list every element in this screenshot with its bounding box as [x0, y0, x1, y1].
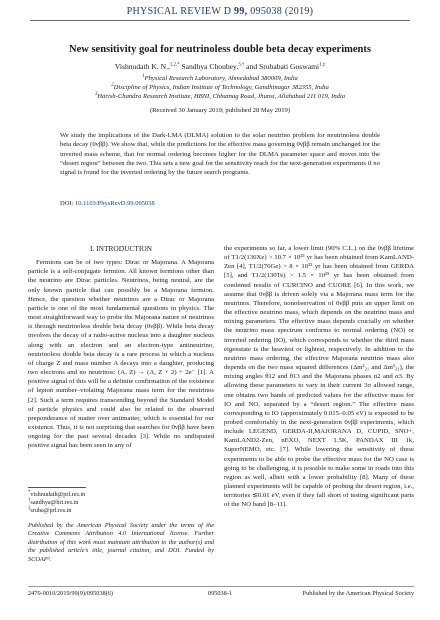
journal-name: PHYSICAL REVIEW D	[126, 6, 232, 17]
affiliation	[20, 75, 420, 82]
affiliation-text: Harish-Chandra Research Institute, HBNI, Chhatnag Road, Jhunsi, Allahabad 211 019, India	[97, 93, 346, 100]
footnote	[28, 491, 214, 499]
abstract: We study the implications of the Dark-LMA (DLMA) solution to the solar neutrino problem for neutrinoless double beta decay (0νββ). We show that, while the predictions for the effective mass governing 0νββ remain unchanged for the inverted mass scheme, that for normal ordering becomes higher for the DLMA parameter space and moves into the “desert region” between the two. This sets a new goal for the sensitivity reach for the next-generation experiments if no signal is found for the inverted ordering by the future search programs.	[60, 132, 380, 177]
article-number: 095038 (2019)	[250, 6, 314, 17]
affiliation-text: Discipline of Physics, Indian Institute of Technology, Gandhinagar 382355, India	[113, 84, 329, 91]
doi-label: DOI:	[60, 200, 74, 207]
left-column	[28, 244, 214, 450]
footer-rule	[28, 586, 414, 587]
author-sup: 1,‡	[319, 62, 326, 68]
affiliation-text: Physical Research Laboratory, Ahmedabad 380009, India	[144, 75, 298, 82]
paper-title: New sensitivity goal for neutrinoless double beta decay experiments	[69, 44, 371, 55]
footnote-rule	[28, 487, 86, 488]
footnote	[28, 507, 214, 515]
header-rule	[30, 20, 410, 21]
footer-issn: 2470-0010/2019/99(9)/095038(6)	[28, 590, 113, 597]
page-number: 095038-1	[207, 590, 233, 597]
author-sup: 3,†	[238, 62, 245, 68]
footer-publisher: Published by the American Physical Society	[302, 590, 414, 597]
right-column	[224, 244, 414, 510]
doi-link[interactable]: 10.1103/PhysRevD.99.095038	[74, 200, 155, 207]
journal-volume: 99,	[234, 6, 248, 17]
author-name: Vishnudath K. N.,	[114, 62, 170, 71]
section-heading: I. INTRODUCTION	[90, 244, 152, 253]
author-name: Sandhya Choubey,	[179, 62, 239, 71]
intro-paragraph: Fermions can be of two types: Dirac or Majorana. A Majorana particle is a self-conjugate fermion. All known fermions other than the neutrino are Dirac particles. Neutrinos, being neutral, are the only known particle that can possibly be a Majorana fermion. Hence, the question whether neutrinos are a Dirac or Majorana particle is one of the most fundamental questions in physics. The most straightforward way to probe the Majorana nature of neutrinos is through neutrinoless double beta decay (0νββ). While beta decay involves the decay of a radio-active nucleus into a daughter nucleus along with an electron and an electron-type antineutrino, neutrinoless double beta decay is a rare process in which a nucleus of charge Z and mass number A decays into a daughter, producing two electrons and no neutrinos: (A, Z) → (A, Z + 2) + 2e⁻ [1]. A positive signal of this will be a definite confirmation of the existence of lepton number–violating Majorana mass term for the neutrinos [2]. Such a term requires transcending beyond the Standard Model of particle physics and could also be related to the observed preponderance of matter over antimatter, which is essential for our existence. Thus, it is not surprising that searches for 0νββ have been ongoing for the past several decades [3]. While no undisputed positive signal has been seen in any of	[28, 259, 214, 450]
intro-paragraph-continued: the experiments so far, a lower limit (90% C.L.) on the 0νββ lifetime of T1/2(136Xe) > 10.7 × 10²⁵ yr has been obtained from KamLAND-Zen [4], T1/2(76Ge) > 8 × 10²⁵ yr has been obtained from GERDA [5], and T1/2(130Te) > 1.5 × 10²⁵ yr has been obtained from combined results of CURCINO and CUORE [6]. In this work, we assume that 0νββ is driven solely via a Majorana mass term for the neutrinos. Therefore, nonobservation of 0νββ puts an upper limit on the effective neutrino mass, which depends on the neutrino mass and mixing parameters. The effective mass depends crucially on whether the neutrino mass spectrum conforms to normal ordering (NO) or inverted ordering (IO), which corresponds to whether the third mass eigenstate is the heaviest or lightest, respectively. In addition to the neutrino mass ordering, the effective Majorana neutrino mass also depends on the two mass squared differences (Δm²₂₁ and Δm²₃₁), the mixing angles θ12 and θ13 and the Majorana phases α2 and α3. By allowing these parameters to vary in their current 3σ allowed range, one obtains two bands of predicted values for the effective mass for IO and NO, separated by a “desert region.” The effective mass corresponding to IO (approximately 0.015–0.05 eV) is expected to be probed comfortably in the next-generation 0νββ experiments, which include LEGEND, GERDA-II,MAJORANA D, CUPID, SNO+, KamLAND2-Zen, nEXO, NEXT 1.5K, PANDAX III 1k, SuperNEMO, etc. [7]. While lowering the sensitivity of these experiments to be able to probe the effective mass for the NO case is going to be challenging, it is possible to make some in roads into this region as well, albeit with a lower probability [8]. Many of these planned experiments will be capable of probing the desert region, i.e., territories ≲0.01 eV, even if they fall short of testing significant parts of the NO band [8–11].	[224, 245, 414, 509]
footnote-mark: *	[28, 489, 31, 495]
footnote-email[interactable]: sandhya@hri.res.in	[30, 499, 79, 507]
author-sup: 1,2,*	[169, 62, 180, 68]
affiliation	[20, 84, 420, 91]
affiliation-num: 2	[111, 82, 114, 88]
affiliation-num: 1	[142, 73, 145, 79]
doi-line	[60, 200, 155, 207]
footnotes	[28, 491, 214, 516]
journal-header	[0, 6, 440, 17]
footnote-mark: ‡	[28, 506, 31, 512]
footnote-email[interactable]: vishnudath@prl.res.in	[30, 491, 86, 498]
author-name: and Srubabati Goswami	[244, 62, 320, 71]
author-list	[20, 62, 420, 71]
affiliation	[20, 93, 420, 100]
received-dates: (Received 30 January 2019; published 28 May 2019)	[149, 107, 291, 114]
footnote-mark: †	[28, 498, 31, 504]
license-notice: Published by the American Physical Society under the terms of the Creative Commons Attribution 4.0 International license. Further distribution of this work must maintain attribution to the author(s) and the published article’s title, journal citation, and DOI. Funded by SCOAP³.	[28, 522, 214, 563]
footnote-email[interactable]: sruba@prl.res.in	[30, 507, 72, 515]
affiliation-num: 3	[94, 91, 98, 97]
